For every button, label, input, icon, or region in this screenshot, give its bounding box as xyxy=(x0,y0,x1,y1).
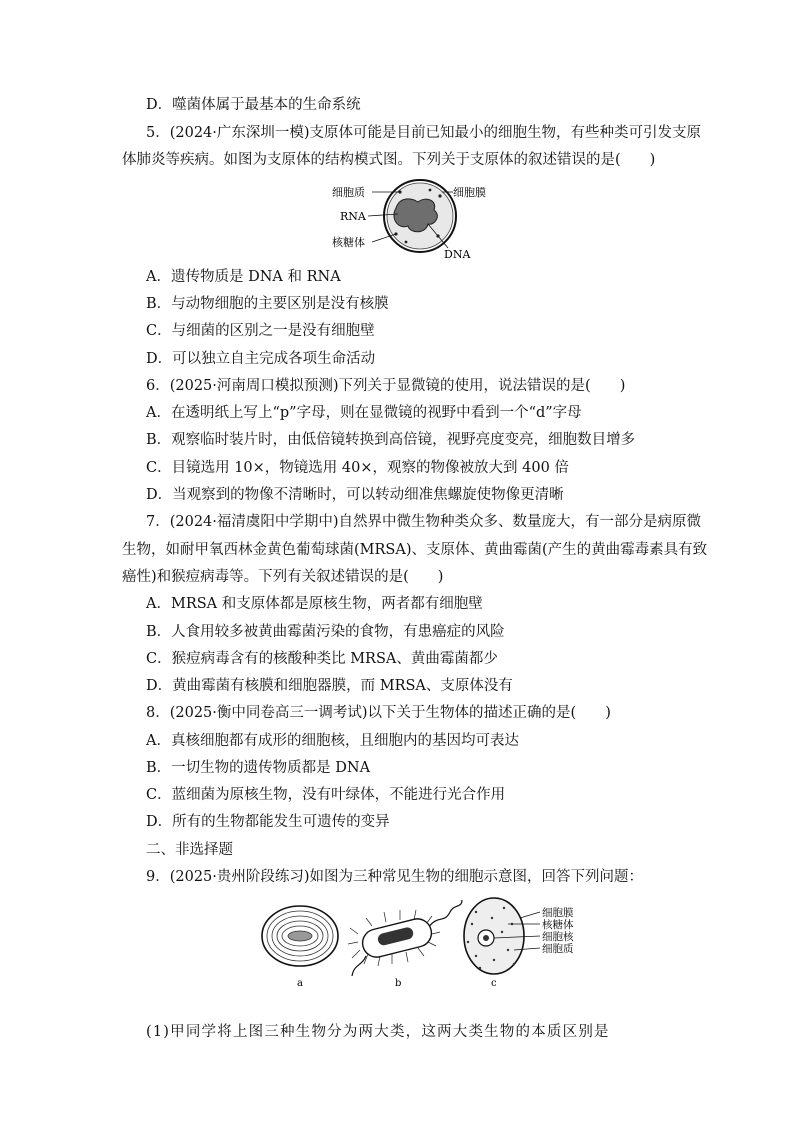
cell-b xyxy=(348,900,462,976)
section-heading: 二、非选择题 xyxy=(146,842,233,858)
q5-option-a: A．遗传物质是 DNA 和 RNA xyxy=(146,269,341,285)
q8-option-d: D．所有的生物都能发生可遗传的变异 xyxy=(146,814,390,830)
q8-option-a: A．真核细胞都有成形的细胞核，且细胞内的基因均可表达 xyxy=(146,733,519,749)
q8-stem: 8．(2025·衡中同卷高三一调考试)以下关于生物体的描述正确的是( ) xyxy=(146,705,611,721)
mycoplasma-diagram xyxy=(330,176,486,262)
q5-option-d: D．可以独立自主完成各项生命活动 xyxy=(146,351,376,367)
q6-stem: 6．(2025·河南周口模拟预测)下列关于显微镜的使用，说法错误的是( ) xyxy=(146,378,626,394)
q7-stem-line1: 7．(2024·福清虞阳中学期中)自然界中微生物种类众多、数量庞大，有一部分是病原微 xyxy=(146,514,702,530)
label-nucleus-c: 细胞核 xyxy=(542,931,574,943)
label-b: b xyxy=(395,978,402,989)
label-a: a xyxy=(297,978,303,989)
label-dna: DNA xyxy=(444,248,471,261)
q6-option-c: C．目镜选用 10×，物镜选用 40×，观察的物像被放大到 400 倍 xyxy=(146,460,569,476)
q9-stem: 9．(2025·贵州阶段练习)如图为三种常见生物的细胞示意图，回答下列问题： xyxy=(146,869,644,885)
label-cytoplasm: 细胞质 xyxy=(332,186,365,199)
q7-option-b: B．人食用较多被黄曲霉菌污染的食物，有患癌症的风险 xyxy=(146,624,505,640)
q7-option-a: A．MRSA 和支原体都是原核生物，两者都有细胞壁 xyxy=(146,596,483,612)
q7-stem-line2: 生物，如耐甲氧西林金黄色葡萄球菌(MRSA)、支原体、黄曲霉菌(产生的黄曲霉毒素具有致 xyxy=(122,542,708,558)
label-cell-membrane-c: 细胞膜 xyxy=(542,907,574,919)
q6-option-a: A．在透明纸上写上“p”字母，则在显微镜的视野中看到一个“d”字母 xyxy=(146,405,582,421)
q6-option-b: B．观察临时装片时，由低倍镜转换到高倍镜，视野亮度变亮，细胞数目增多 xyxy=(146,432,636,448)
cell-a xyxy=(262,906,338,966)
label-cytoplasm-c: 细胞质 xyxy=(542,943,574,955)
label-cell-membrane: 细胞膜 xyxy=(453,186,486,199)
q9-sub1: (1)甲同学将上图三种生物分为两大类，这两大类生物的本质区别是 xyxy=(146,1024,610,1040)
q5-option-b: B．与动物细胞的主要区别是没有核膜 xyxy=(146,296,389,312)
label-ribosome-c: 核糖体 xyxy=(542,919,574,931)
q7-option-c: C．猴痘病毒含有的核酸种类比 MRSA、黄曲霉菌都少 xyxy=(146,651,498,667)
q8-option-c: C．蓝细菌为原核生物，没有叶绿体，不能进行光合作用 xyxy=(146,787,506,803)
q4-option-d: D．噬菌体属于最基本的生命系统 xyxy=(146,97,361,113)
q7-stem-line3: 癌性)和猴痘病毒等。下列有关叙述错误的是( ) xyxy=(122,569,444,585)
q6-option-d: D．当观察到的物像不清晰时，可以转动细准焦螺旋使物像更清晰 xyxy=(146,487,564,503)
label-ribosome: 核糖体 xyxy=(332,236,365,249)
label-rna: RNA xyxy=(340,210,366,223)
label-c: c xyxy=(491,978,497,989)
cell-c xyxy=(464,898,574,974)
three-cells-diagram xyxy=(258,894,596,990)
q8-option-b: B．一切生物的遗传物质都是 DNA xyxy=(146,760,371,776)
q5-option-c: C．与细菌的区别之一是没有细胞壁 xyxy=(146,323,375,339)
q7-option-d: D．黄曲霉菌有核膜和细胞器膜，而 MRSA、支原体没有 xyxy=(146,678,513,694)
q5-stem-line1: 5．(2024·广东深圳一模)支原体可能是目前已知最小的细胞生物，有些种类可引发支原 xyxy=(146,125,702,141)
q5-stem-line2: 体肺炎等疾病。如图为支原体的结构模式图。下列关于支原体的叙述错误的是( ) xyxy=(122,152,656,168)
